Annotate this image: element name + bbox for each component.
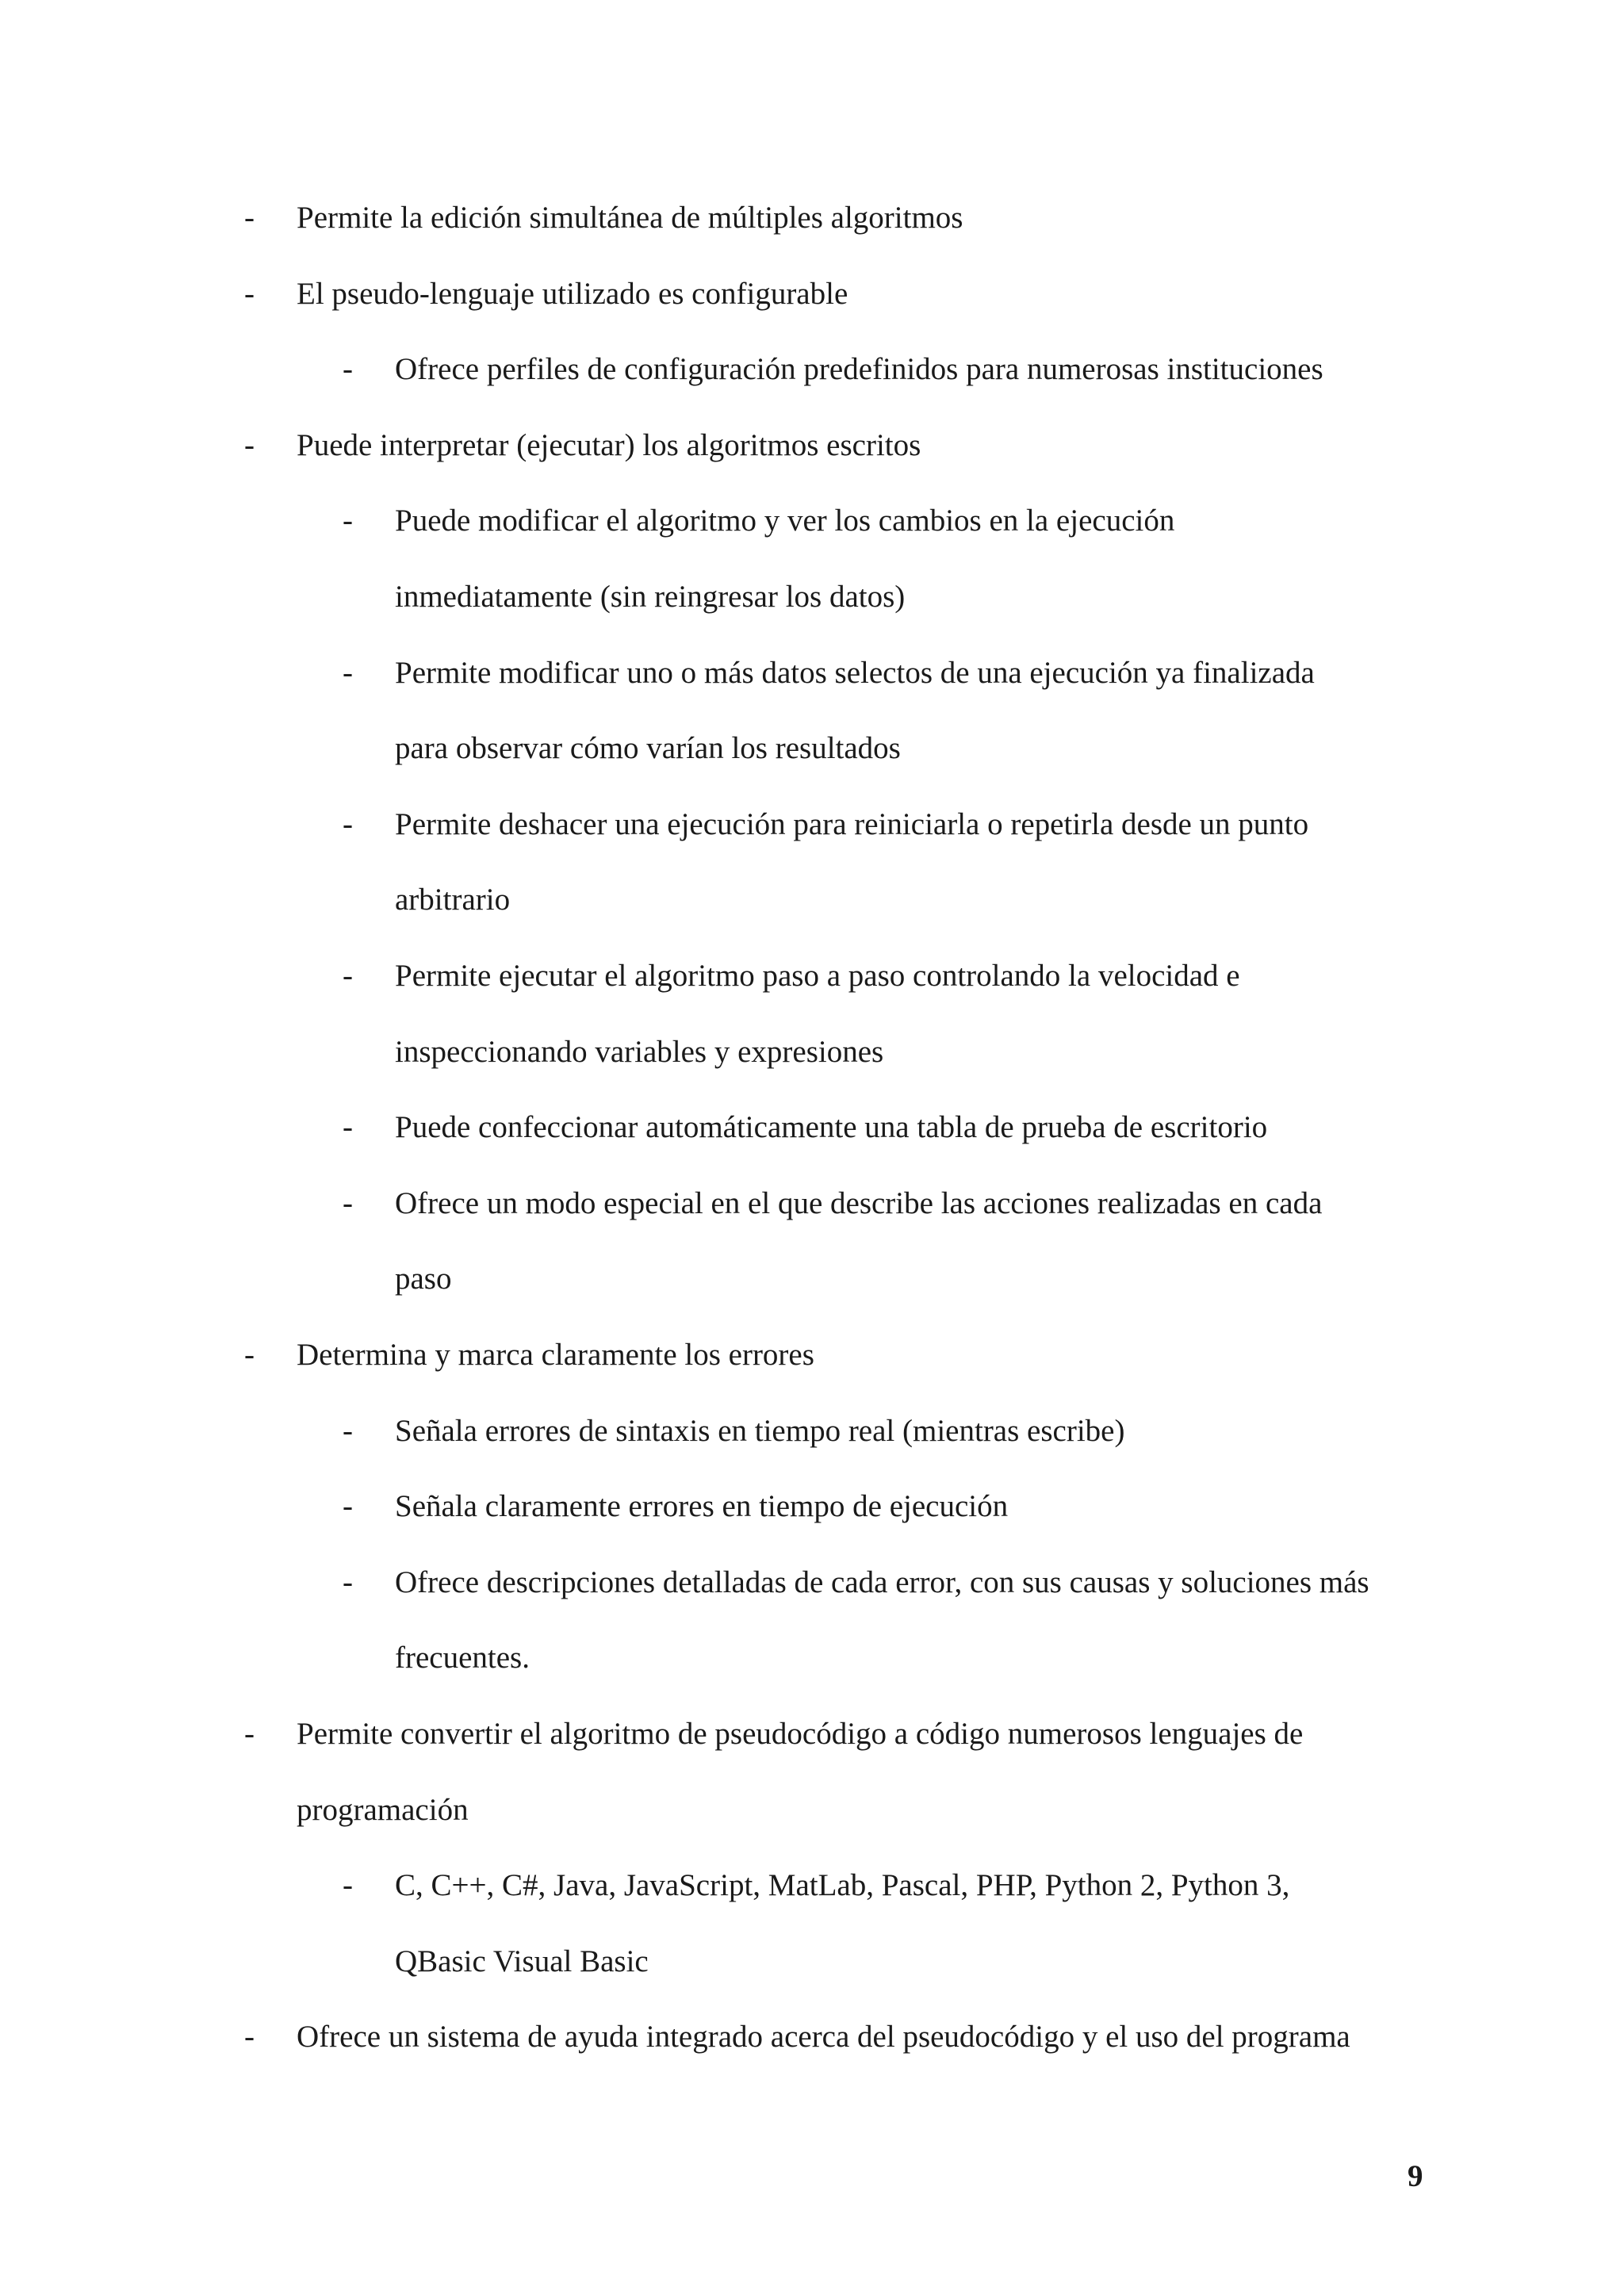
bullet-dash: - (343, 504, 353, 538)
list-item-text: Determina y marca claramente los errores (297, 1338, 814, 1372)
bullet-dash: - (244, 2020, 255, 2055)
list-item-text: Permite la edición simultánea de múltiples algoritmos (297, 201, 963, 235)
list-item-text: Puede modificar el algoritmo y ver los cambios en la ejecución (395, 504, 1175, 538)
bullet-dash: - (244, 427, 255, 462)
list-item-text: Ofrece perfiles de configuración predefinidos para numerosas instituciones (395, 352, 1323, 387)
list-item-text: inmediatamente (sin reingresar los datos) (395, 580, 906, 614)
list-item-text: Permite ejecutar el algoritmo paso a paso controlando la velocidad e (395, 959, 1240, 993)
list-item-text: QBasic Visual Basic (395, 1944, 649, 1978)
bullet-dash: - (343, 1489, 353, 1524)
bullet-dash: - (343, 1185, 353, 1220)
list-item-text: C, C++, C#, Java, JavaScript, MatLab, Pascal, PHP, Python 2, Python 3, (395, 1868, 1290, 1903)
list-item-text: programación (297, 1792, 469, 1827)
list-item-text: inspeccionando variables y expresiones (395, 1034, 884, 1069)
list-item-text: Puede interpretar (ejecutar) los algoritmos escritos (297, 427, 921, 462)
bullet-dash: - (244, 1338, 255, 1372)
bullet-dash: - (343, 806, 353, 841)
list-item-text: paso (395, 1262, 452, 1296)
list-item-text: arbitrario (395, 883, 511, 917)
list-item-text: Señala claramente errores en tiempo de ejecución (395, 1489, 1009, 1524)
bullet-dash: - (343, 655, 353, 690)
bullet-dash: - (343, 1413, 353, 1448)
bullet-dash: - (244, 201, 255, 235)
page-number: 9 (1408, 2159, 1423, 2193)
bullet-dash: - (343, 1564, 353, 1599)
list-item-text: El pseudo-lenguaje utilizado es configurable (297, 276, 848, 311)
list-item-text: para observar cómo varían los resultados (395, 731, 901, 766)
list-item-text: Señala errores de sintaxis en tiempo real (mientras escribe) (395, 1413, 1125, 1448)
list-item-text: frecuentes. (395, 1641, 530, 1676)
bullet-dash: - (343, 959, 353, 993)
list-item-text: Ofrece descripciones detalladas de cada error, con sus causas y soluciones más (395, 1564, 1369, 1599)
list-item-text: Ofrece un sistema de ayuda integrado acerca del pseudocódigo y el uso del programa (297, 2020, 1350, 2055)
list-item-text: Permite deshacer una ejecución para reiniciarla o repetirla desde un punto (395, 806, 1309, 841)
list-item-text: Puede confeccionar automáticamente una tabla de prueba de escritorio (395, 1110, 1268, 1145)
list-item-text: Ofrece un modo especial en el que describe las acciones realizadas en cada (395, 1185, 1323, 1220)
bullet-dash: - (244, 276, 255, 311)
bullet-dash: - (244, 1717, 255, 1751)
list-item-text: Permite modificar uno o más datos selectos de una ejecución ya finalizada (395, 655, 1315, 690)
bullet-dash: - (343, 352, 353, 387)
bullet-dash: - (343, 1868, 353, 1903)
bullet-dash: - (343, 1110, 353, 1145)
list-item-text: Permite convertir el algoritmo de pseudocódigo a código numerosos lenguajes de (297, 1717, 1304, 1751)
